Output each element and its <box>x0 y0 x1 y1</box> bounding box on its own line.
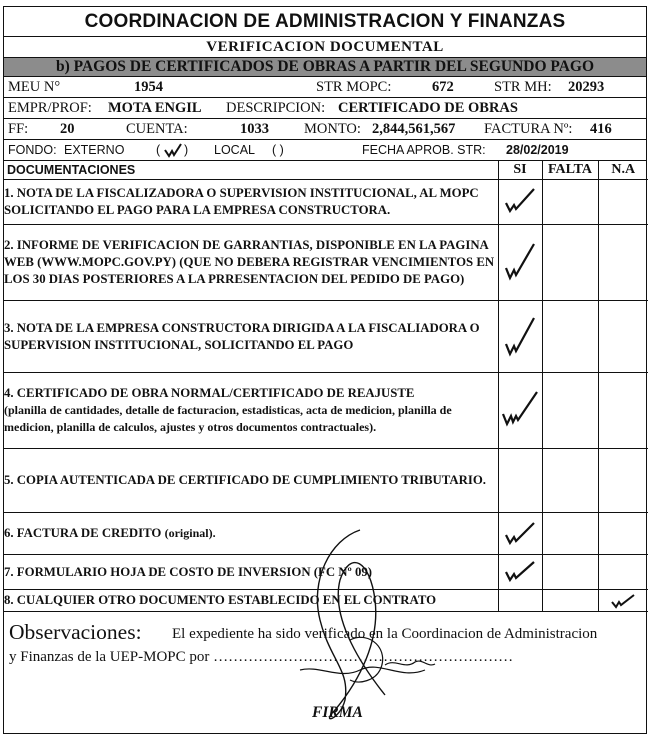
monto-label: MONTO: <box>304 121 361 137</box>
table-row <box>4 513 648 555</box>
falta-cell <box>542 555 598 590</box>
table-row <box>4 590 648 612</box>
falta-cell <box>542 180 598 225</box>
document-item: 2. INFORME DE VERIFICACION DE GARRANTIAS, DISPONIBLE EN LA PAGINA WEB (WWW.MOPC.GOV.PY) (QUE NO DEBERA REGISTRAR VENCIMIENTOS EN LOS 30 DIAS POSTERIORES A LA PRRESENTACION DEL PEDIDO DE PAGO) <box>4 225 498 301</box>
externo-checkmark <box>164 142 182 164</box>
na-cell <box>598 555 648 590</box>
firma-label: FIRMA <box>312 704 363 721</box>
str-mopc-value: 672 <box>432 79 454 95</box>
table-row <box>4 373 648 449</box>
cuenta-value: 1033 <box>240 121 269 137</box>
checkmark-icon <box>500 185 540 219</box>
falta-cell <box>542 513 598 555</box>
checkmark-icon <box>608 592 638 610</box>
descripcion-value: CERTIFICADO DE OBRAS <box>338 100 518 116</box>
falta-cell <box>542 373 598 449</box>
empr-label: EMPR/PROF: <box>8 100 92 116</box>
str-mopc-label: STR MOPC: <box>316 79 392 95</box>
checkmark-icon <box>500 312 540 362</box>
header-falta: FALTA <box>542 161 598 180</box>
checkmark-icon <box>500 519 540 549</box>
si-cell <box>498 555 542 590</box>
observaciones-label: Observaciones: <box>9 620 142 644</box>
externo-close-paren: ) <box>184 143 189 157</box>
checkmark-icon <box>499 386 541 436</box>
local-label: LOCAL <box>214 143 255 157</box>
table-row <box>4 555 648 590</box>
observaciones-text: El expediente ha sido verificado en la Coordinacion de Administracion <box>172 626 598 642</box>
empr-row <box>4 98 646 119</box>
monto-value: 2,844,561,567 <box>372 121 456 137</box>
fondo-label: FONDO: <box>8 143 57 157</box>
table-row <box>4 449 648 513</box>
na-cell <box>598 449 648 513</box>
form-title: COORDINACION DE ADMINISTRACION Y FINANZAS <box>4 7 646 37</box>
descripcion-label: DESCRIPCION: <box>226 100 326 116</box>
si-cell <box>498 301 542 373</box>
empr-value: MOTA ENGIL <box>108 100 202 116</box>
meu-label: MEU N° <box>8 79 61 95</box>
cuenta-label: CUENTA: <box>126 121 188 137</box>
si-cell <box>498 590 542 612</box>
checkmark-icon <box>500 238 540 288</box>
si-cell <box>498 180 542 225</box>
document-item: 5. COPIA AUTENTICADA DE CERTIFICADO DE CUMPLIMIENTO TRIBUTARIO. <box>4 449 498 513</box>
ff-row <box>4 119 646 140</box>
ff-value: 20 <box>60 121 75 137</box>
si-cell <box>498 225 542 301</box>
checkmark-icon <box>500 558 540 586</box>
na-cell <box>598 225 648 301</box>
falta-cell <box>542 225 598 301</box>
table-row <box>4 225 648 301</box>
fecha-value: 28/02/2019 <box>506 143 569 157</box>
si-cell <box>498 449 542 513</box>
ff-label: FF: <box>8 121 29 137</box>
na-cell <box>598 301 648 373</box>
si-cell <box>498 373 542 449</box>
falta-cell <box>542 449 598 513</box>
section-heading: b) PAGOS DE CERTIFICADOS DE OBRAS A PARTIR DEL SEGUNDO PAGO <box>4 58 646 77</box>
document-item: 8. CUALQUIER OTRO DOCUMENTO ESTABLECIDO EN EL CONTRATO <box>4 590 498 612</box>
falta-cell <box>542 590 598 612</box>
verification-form <box>3 6 647 734</box>
observaciones-section <box>4 612 646 730</box>
factura-value: 416 <box>590 121 612 137</box>
observaciones-line2: y Finanzas de la UEP-MOPC por …………………………………………………… <box>9 649 514 665</box>
factura-label: FACTURA Nº: <box>484 121 573 137</box>
externo-label: EXTERNO <box>64 143 125 157</box>
table-row <box>4 180 648 225</box>
fondo-row <box>4 140 646 161</box>
meu-row <box>4 77 646 98</box>
document-item: 6. FACTURA DE CREDITO (original). <box>4 513 498 555</box>
document-item: 7. FORMULARIO HOJA DE COSTO DE INVERSION (FC Nº 09) <box>4 555 498 590</box>
falta-cell <box>542 301 598 373</box>
documents-table <box>4 161 648 612</box>
local-box: ( ) <box>272 143 284 157</box>
na-cell <box>598 180 648 225</box>
document-item: 3. NOTA DE LA EMPRESA CONSTRUCTORA DIRIGIDA A LA FISCALIADORA O SUPERVISION INSTITUCIONAL, SOLICITANDO EL PAGO <box>4 301 498 373</box>
table-row <box>4 301 648 373</box>
str-mh-value: 20293 <box>568 79 605 95</box>
document-item: 1. NOTA DE LA FISCALIZADORA O SUPERVISION INSTITUCIONAL, AL MOPC SOLICITANDO EL PAGO PARA LA EMPRESA CONSTRUCTORA. <box>4 180 498 225</box>
na-cell <box>598 373 648 449</box>
form-subtitle: VERIFICACION DOCUMENTAL <box>4 37 646 58</box>
meu-value: 1954 <box>134 79 163 95</box>
table-header-row <box>4 161 648 180</box>
externo-open-paren: ( <box>156 143 161 157</box>
header-na: N.A <box>598 161 648 180</box>
fecha-label: FECHA APROB. STR: <box>362 143 486 157</box>
header-documentaciones: DOCUMENTACIONES <box>4 161 498 180</box>
na-cell <box>598 590 648 612</box>
si-cell <box>498 513 542 555</box>
str-mh-label: STR MH: <box>494 79 552 95</box>
header-si: SI <box>498 161 542 180</box>
document-item: 4. CERTIFICADO DE OBRA NORMAL/CERTIFICADO DE REAJUSTE (planilla de cantidades, detalle de facturacion, estadisticas, acta de medicion, planilla de medicion, planilla de calculos, ajustes y otros documentos contractuales). <box>4 373 498 449</box>
na-cell <box>598 513 648 555</box>
